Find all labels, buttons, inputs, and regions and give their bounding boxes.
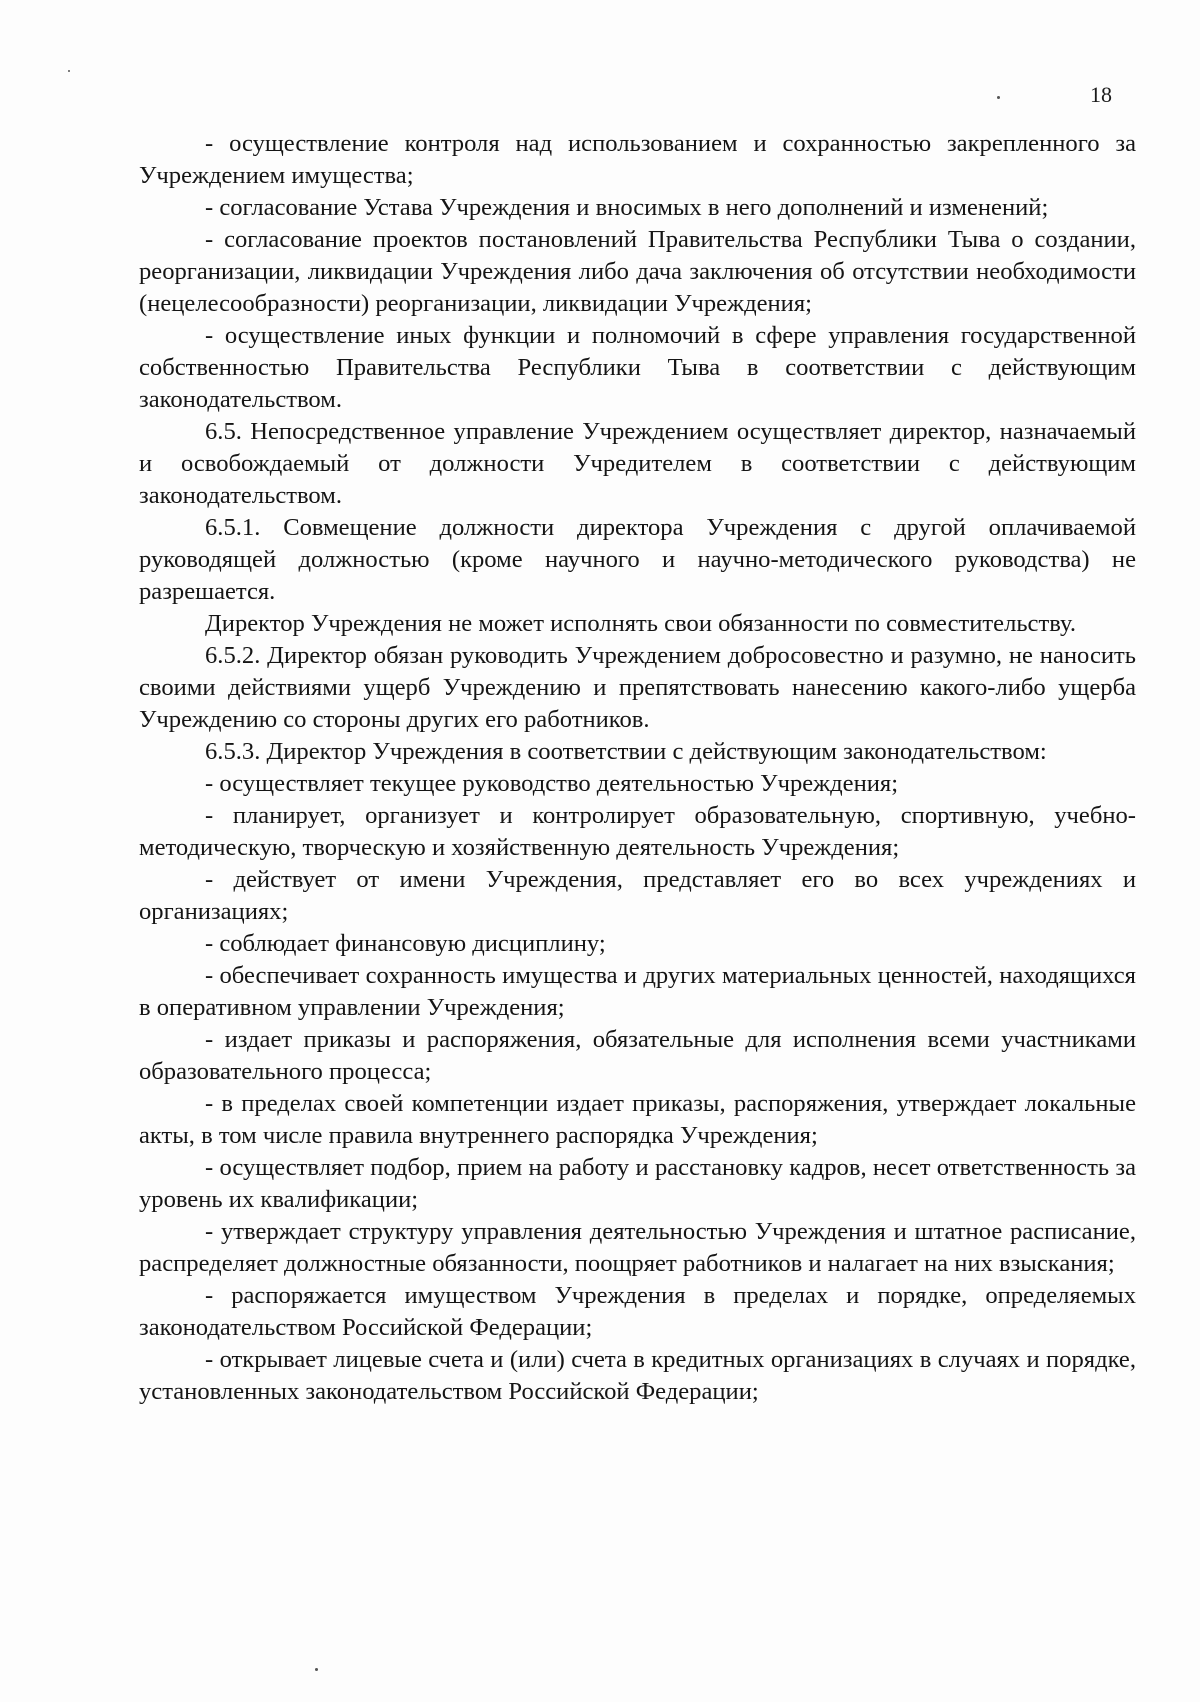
list-item: - распоряжается имуществом Учреждения в пределах и порядке, определяемых законодательством Российской Федерации; — [139, 1282, 1136, 1341]
paragraph: - осуществление иных функции и полномочий в сфере управления государственной собственностью Правительства Республики Тыва в соответствии с действующим законодательством. — [139, 322, 1136, 413]
list-item: - планирует, организует и контролирует образовательную, спортивную, учебно-методическую, творческую и хозяйственную деятельность Учреждения; — [139, 802, 1136, 861]
scan-speck — [997, 96, 1000, 99]
section-paragraph-6-5: 6.5. Непосредственное управление Учреждением осуществляет директор, назначаемый и освобождаемый от должности Учредителем в соответствии с действующим законодательством. — [139, 418, 1136, 509]
paragraph: - согласование Устава Учреждения и вносимых в него дополнений и изменений; — [205, 194, 1049, 221]
page-number: 18 — [1090, 82, 1112, 107]
list-item: - соблюдает финансовую дисциплину; — [205, 930, 606, 957]
section-paragraph-6-5-3: 6.5.3. Директор Учреждения в соответствии с действующим законодательством: — [205, 738, 1047, 765]
scan-speck — [315, 1668, 318, 1671]
paragraph: - осуществление контроля над использованием и сохранностью закрепленного за Учреждением имущества; — [139, 130, 1136, 189]
document-body — [139, 128, 1136, 1408]
scan-speck — [68, 70, 70, 72]
list-item: - издает приказы и распоряжения, обязательные для исполнения всеми участниками образовательного процесса; — [139, 1026, 1136, 1085]
list-item: - осуществляет текущее руководство деятельностью Учреждения; — [205, 770, 899, 797]
paragraph: - согласование проектов постановлений Правительства Республики Тыва о создании, реорганизации, ликвидации Учреждения либо дача заключения об отсутствии необходимости (нецелесообразности) реорганизации, ликвидации Учреждения; — [139, 226, 1136, 317]
section-paragraph-6-5-1: 6.5.1. Совмещение должности директора Учреждения с другой оплачиваемой руководящей должностью (кроме научного и научно-методического руководства) не разрешается. — [139, 514, 1136, 605]
list-item: - обеспечивает сохранность имущества и других материальных ценностей, находящихся в оперативном управлении Учреждения; — [139, 962, 1136, 1021]
list-item: - в пределах своей компетенции издает приказы, распоряжения, утверждает локальные акты, в том числе правила внутреннего распорядка Учреждения; — [139, 1090, 1136, 1149]
list-item: - утверждает структуру управления деятельностью Учреждения и штатное расписание, распределяет должностные обязанности, поощряет работников и налагает на них взыскания; — [139, 1218, 1136, 1277]
paragraph: Директор Учреждения не может исполнять свои обязанности по совместительству. — [205, 610, 1076, 637]
list-item: - действует от имени Учреждения, представляет его во всех учреждениях и организациях; — [139, 866, 1136, 925]
list-item: - открывает лицевые счета и (или) счета в кредитных организациях в случаях и порядке, установленных законодательством Российской Федерации; — [139, 1346, 1136, 1405]
section-paragraph-6-5-2: 6.5.2. Директор обязан руководить Учреждением добросовестно и разумно, не наносить своими действиями ущерб Учреждению и препятствовать нанесению какого-либо ущерба Учреждению со стороны других его работников. — [139, 642, 1136, 733]
list-item: - осуществляет подбор, прием на работу и расстановку кадров, несет ответственность за уровень их квалификации; — [139, 1154, 1136, 1213]
